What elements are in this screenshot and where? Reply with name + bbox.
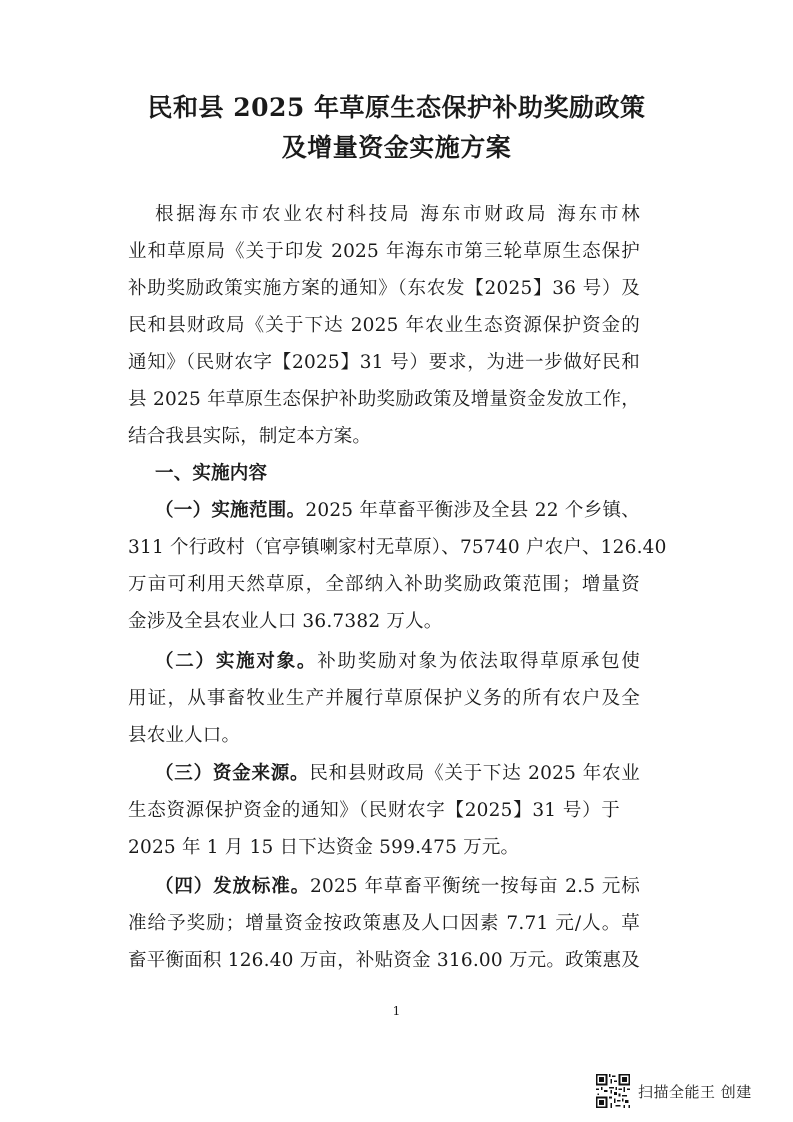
qr-code-icon — [596, 1074, 630, 1108]
intro-line: 民和县财政局《关于下达 2025 年农业生态资源保护资金的 — [128, 315, 640, 336]
watermark-text: 扫描全能王 创建 — [638, 1082, 752, 1101]
intro-line: 补助奖励政策实施方案的通知》（东农发【2025】36 号）及 — [128, 278, 640, 299]
item-4-text: 2025 年草畜平衡统一按每亩 2.5 元标 — [310, 876, 640, 897]
scanner-watermark — [596, 1073, 752, 1109]
item-3-text: 民和县财政局《关于下达 2025 年农业 — [309, 763, 641, 784]
item-1-text: 2025 年草畜平衡涉及全县 22 个乡镇、 — [305, 500, 640, 521]
section-heading: 一、实施内容 — [155, 463, 268, 484]
intro-line: 结合我县实际，制定本方案。 — [128, 426, 372, 447]
intro-line: 根据海东市农业农村科技局 海东市财政局 海东市林 — [155, 204, 640, 225]
item-2-line: 用证，从事畜牧业生产并履行草原保护义务的所有农户及全 — [128, 688, 640, 709]
item-2-line: 县农业人口。 — [128, 725, 241, 746]
item-3-label: （三）资金来源。 — [155, 763, 310, 784]
item-3-line: 生态资源保护资金的通知》（民财农字【2025】31 号）于 — [128, 800, 620, 821]
document-title-line-2: 及增量资金实施方案 — [281, 133, 512, 162]
item-1-first-line — [155, 499, 640, 523]
item-1-line: 万亩可利用天然草原，全部纳入补助奖励政策范围；增量资 — [128, 574, 640, 595]
item-4-line: 准给予奖励；增量资金按政策惠及人口因素 7.71 元/人。草 — [128, 913, 640, 934]
item-2-text: 补助奖励对象为依法取得草原承包使 — [317, 651, 641, 672]
item-4-label: （四）发放标准。 — [155, 876, 310, 897]
page-number: 1 — [392, 1004, 401, 1018]
item-4-line: 畜平衡面积 126.40 万亩，补贴资金 316.00 万元。政策惠及 — [128, 950, 640, 971]
document-title-line-1: 民和县 2025 年草原生态保护补助奖励政策 — [147, 93, 646, 122]
item-3-first-line — [155, 762, 640, 786]
item-4-first-line — [155, 875, 640, 899]
item-2-first-line — [155, 650, 640, 674]
intro-line: 县 2025 年草原生态保护补助奖励政策及增量资金发放工作， — [128, 389, 640, 410]
item-1-line: 金涉及全县农业人口 36.7382 万人。 — [128, 611, 443, 632]
item-1-label: （一）实施范围。 — [155, 500, 306, 521]
item-3-line: 2025 年 1 月 15 日下达资金 599.475 万元。 — [128, 837, 520, 858]
intro-line: 通知》（民财农字【2025】31 号）要求，为进一步做好民和 — [128, 352, 640, 373]
item-2-label: （二）实施对象。 — [155, 651, 318, 672]
intro-line: 业和草原局《关于印发 2025 年海东市第三轮草原生态保护 — [128, 241, 640, 262]
item-1-line: 311 个行政村（官亭镇喇家村无草原）、75740 户农户、126.40 — [128, 537, 667, 558]
